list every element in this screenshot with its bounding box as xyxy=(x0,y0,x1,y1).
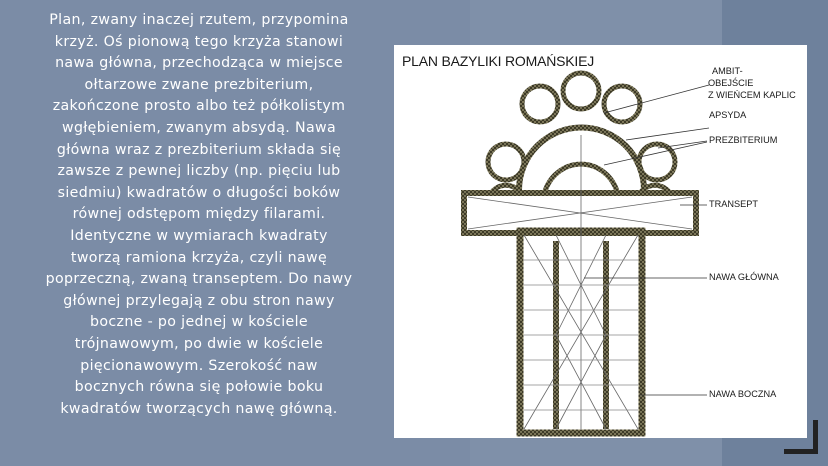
text-line: bocznych równa się połowie boku xyxy=(74,379,324,396)
label-nawa-glowna: NAWA GŁÓWNA xyxy=(709,272,779,282)
text-line: kwadratów tworzących nawę główną. xyxy=(60,400,338,417)
text-line: zawsze z pewnej liczby (np. pięciu lub xyxy=(57,163,341,180)
text-line: równej odstępom między filarami. xyxy=(72,206,326,223)
label-ambit: AMBIT- xyxy=(712,66,743,76)
text-line: Identyczne w wymiarach kwadraty xyxy=(70,227,328,244)
basilica-floor-plan xyxy=(394,45,807,438)
text-line: pięcionawowym. Szerokość naw xyxy=(80,357,318,374)
label-prezbiterium: PREZBITERIUM xyxy=(709,135,778,145)
label-wieniec-kaplic: Z WIEŃCEM KAPLIC xyxy=(708,90,796,100)
corner-decoration xyxy=(784,420,818,454)
text-line: krzyż. Oś pionową tego krzyża stanowi xyxy=(54,33,344,50)
text-line: tworzą ramiona krzyża, czyli nawę xyxy=(70,249,328,266)
basilica-plan-figure xyxy=(394,45,807,438)
text-line: poprzeczną, zwaną transeptem. Do nawy xyxy=(45,271,353,288)
label-nawa-boczna: NAWA BOCZNA xyxy=(709,389,777,399)
label-apsyda: APSYDA xyxy=(709,110,747,120)
text-line: Plan, zwany inaczej rzutem, przypomina xyxy=(49,12,349,28)
text-line: boczne - po jednej w kościele xyxy=(89,314,309,331)
text-line: zakończone prosto albo też półkolistym xyxy=(52,98,346,115)
text-line: wgłębieniem, zwanym absydą. Nawa xyxy=(61,119,337,136)
figure-title: PLAN BAZYLIKI ROMAŃSKIEJ xyxy=(402,53,595,69)
description-text xyxy=(24,10,374,420)
text-line: głównej przylegają z obu stron nawy xyxy=(63,292,335,309)
text-line: nawa główna, przechodząca w miejsce xyxy=(55,55,343,72)
text-line: główna wraz z prezbiterium składa się xyxy=(56,141,342,158)
ambulatory xyxy=(519,128,644,190)
text-line: ołtarzowe zwane prezbiterium, xyxy=(84,76,314,93)
label-transept: TRANSEPT xyxy=(709,199,759,209)
label-obejscie: OBEJŚCIE xyxy=(708,78,754,88)
text-line: trójnawowym, po dwie w kościele xyxy=(74,335,324,352)
text-line: siedmiu) kwadratów o długości boków xyxy=(57,184,341,201)
